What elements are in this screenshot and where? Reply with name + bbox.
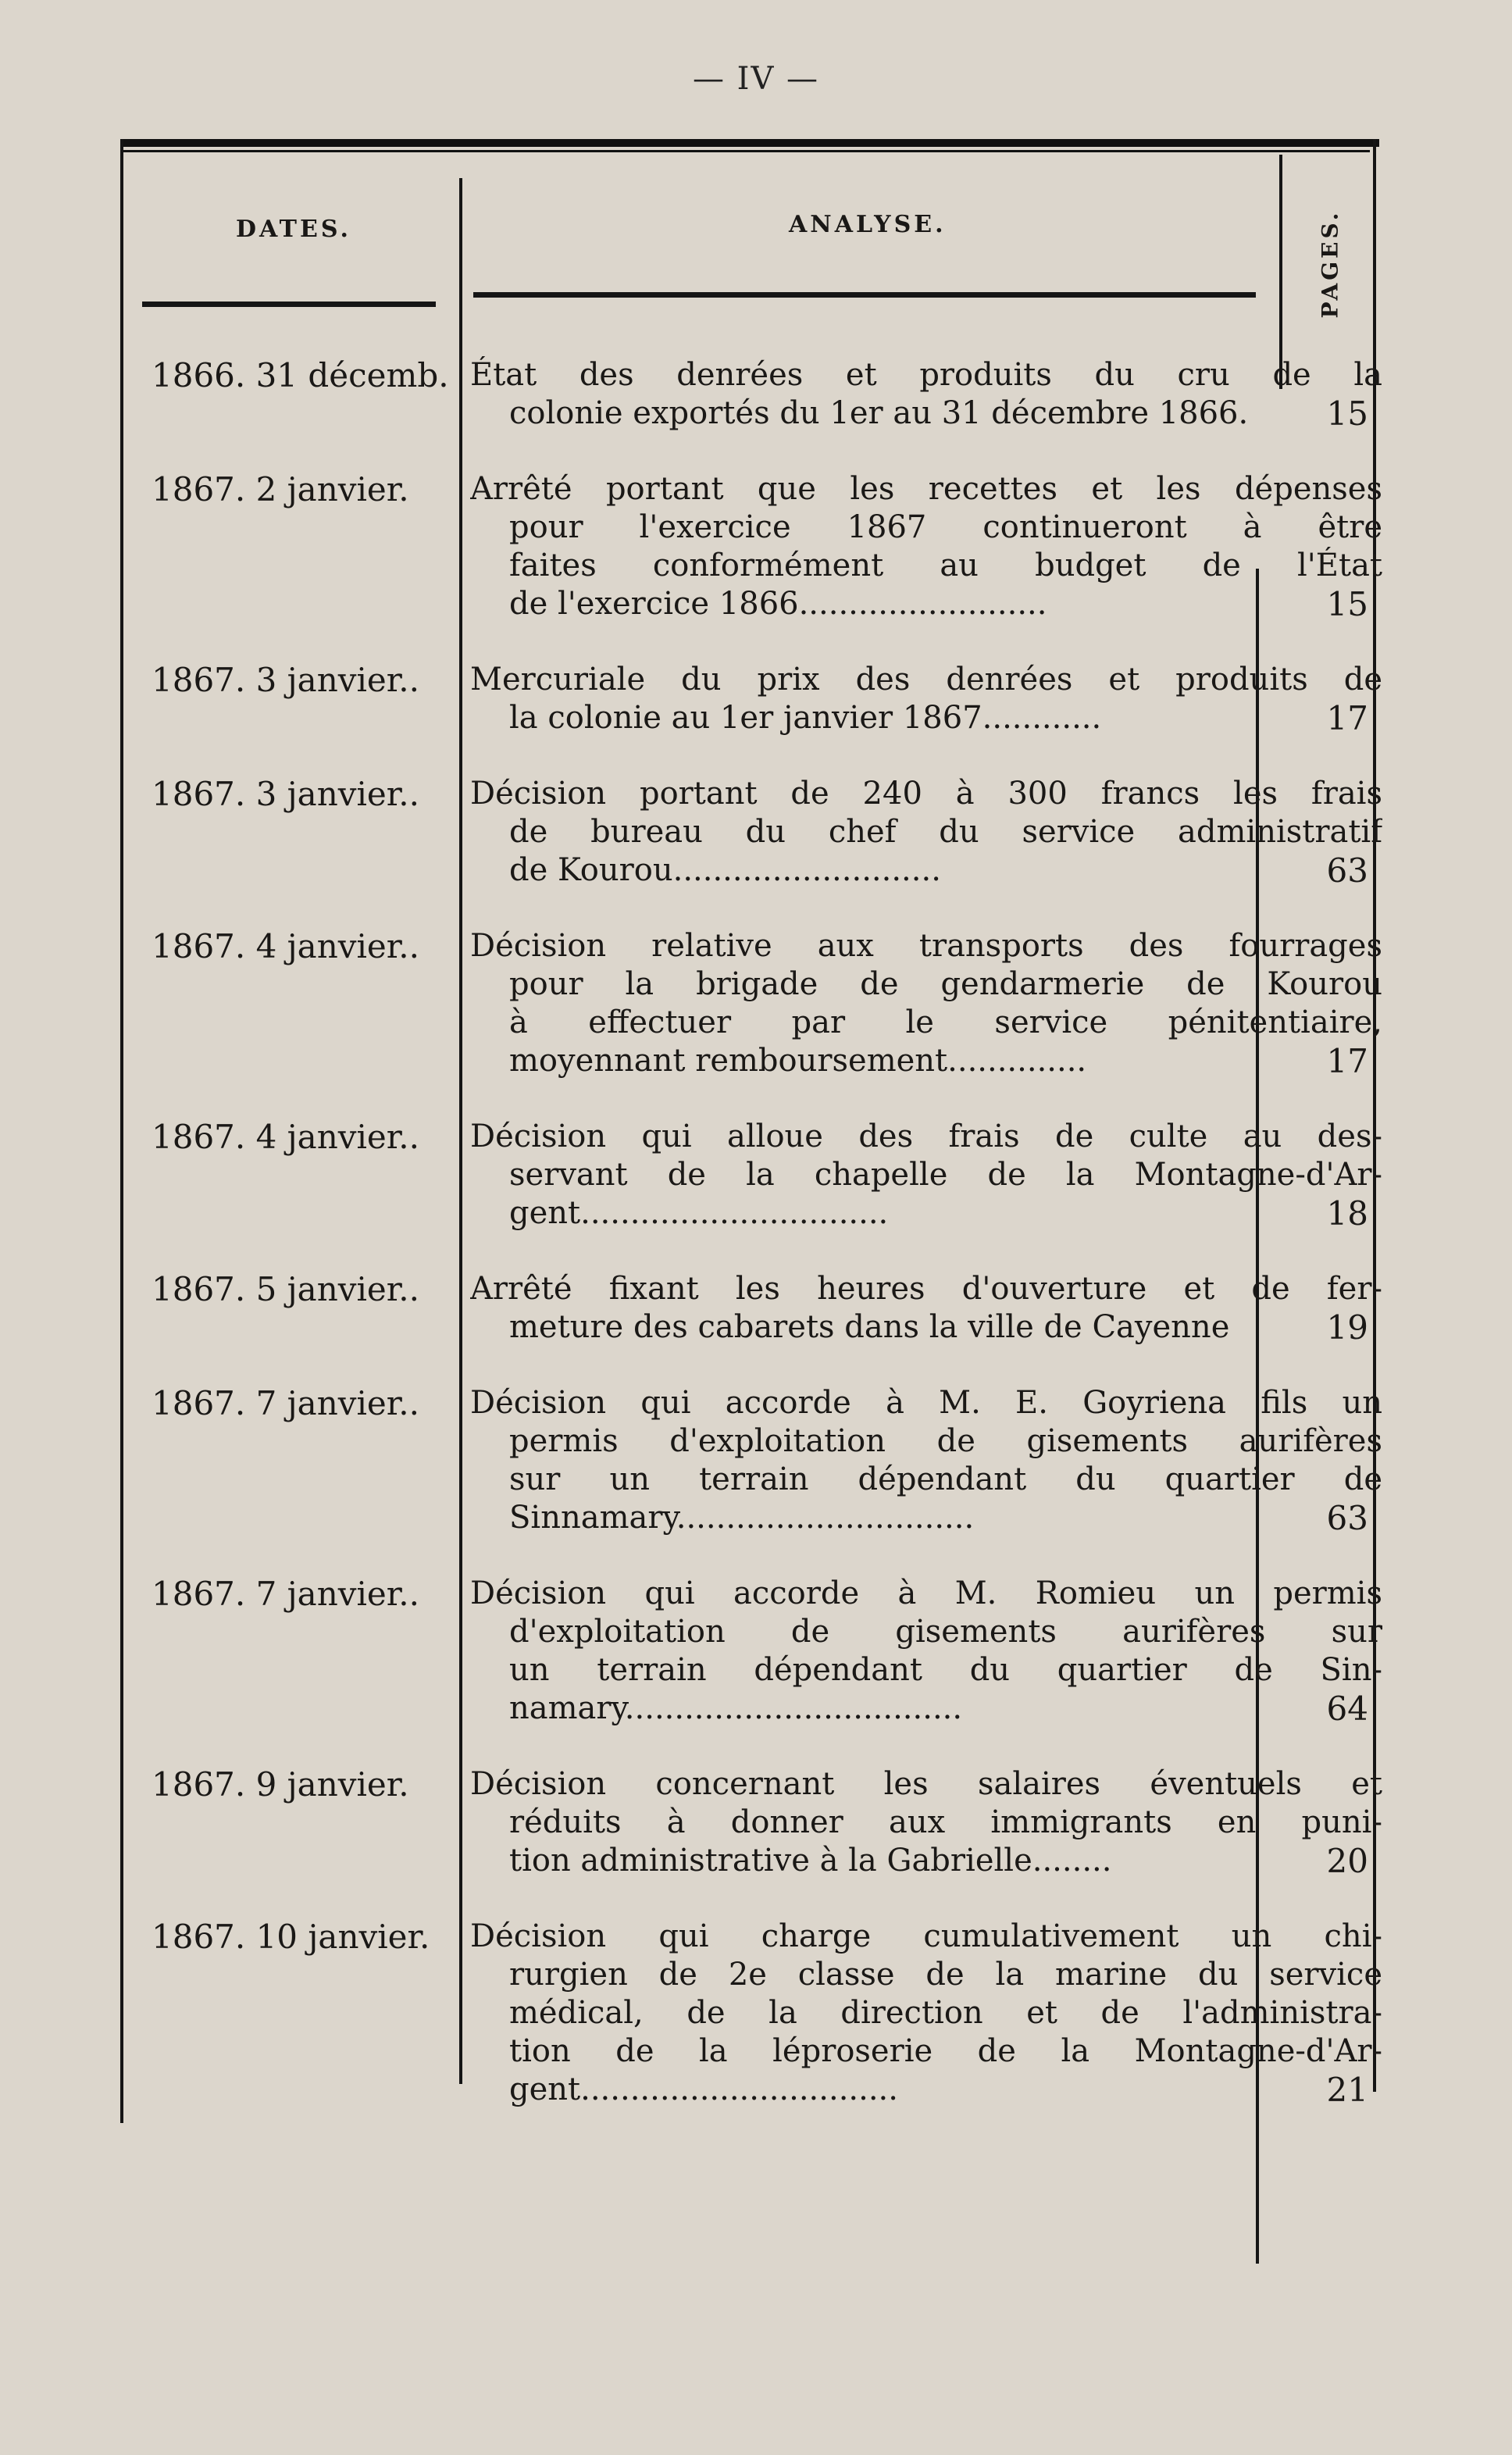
page-number: — IV — bbox=[692, 61, 820, 97]
entry-page-number: 17 bbox=[1326, 1042, 1368, 1080]
analysis-line: de Kourou........................... bbox=[509, 852, 941, 888]
analysis-line: pour la brigade de gendarmerie de Kourou bbox=[509, 966, 1382, 1002]
analysis-line: servant de la chapelle de la Montagne-d'Ar- bbox=[509, 1157, 1382, 1193]
entry-page-number: 64 bbox=[1326, 1690, 1368, 1728]
entry-date: 1867. 7 janvier.. bbox=[152, 1575, 419, 1613]
entry-page-number: 17 bbox=[1326, 699, 1368, 737]
pages-header-divider bbox=[1279, 155, 1282, 389]
entry-page-number: 63 bbox=[1326, 1499, 1368, 1537]
entry-page-number: 15 bbox=[1326, 394, 1368, 433]
entry-analysis bbox=[470, 356, 1382, 433]
entry-analysis bbox=[470, 1918, 1382, 2109]
analysis-line: Décision relative aux transports des fourrages bbox=[470, 928, 1382, 964]
entry-analysis bbox=[470, 1575, 1382, 1728]
entry-date: 1867. 7 janvier.. bbox=[152, 1384, 419, 1422]
analysis-line: tion administrative à la Gabrielle........ bbox=[509, 1843, 1112, 1879]
analysis-line: namary.................................. bbox=[509, 1690, 963, 1726]
analysis-line: d'exploitation de gisements aurifères sur bbox=[509, 1614, 1382, 1650]
analysis-line: Décision qui alloue des frais de culte au des- bbox=[470, 1119, 1382, 1154]
analysis-header-rule bbox=[473, 292, 1256, 298]
analysis-header: ANALYSE. bbox=[789, 211, 947, 238]
analysis-line: Décision concernant les salaires éventuels et bbox=[470, 1766, 1382, 1802]
entry-date: 1867. 3 janvier.. bbox=[152, 775, 419, 813]
analysis-line: Arrêté portant que les recettes et les dépenses bbox=[470, 471, 1382, 507]
dates-header: DATES. bbox=[236, 216, 351, 243]
entry-date: 1867. 4 janvier.. bbox=[152, 927, 419, 965]
analysis-line: rurgien de 2e classe de la marine du service bbox=[509, 1957, 1382, 1993]
pages-header: PAGES. bbox=[1317, 209, 1343, 319]
entry-page-number: 19 bbox=[1326, 1308, 1368, 1347]
analysis-line: pour l'exercice 1867 continueront à être bbox=[509, 509, 1382, 545]
analysis-line: permis d'exploitation de gisements aurifères bbox=[509, 1423, 1382, 1459]
entry-analysis bbox=[470, 661, 1382, 737]
entry-analysis bbox=[470, 1118, 1382, 1233]
analysis-line: un terrain dépendant du quartier de Sin- bbox=[509, 1652, 1382, 1688]
analysis-line: colonie exportés du 1er au 31 décembre 1866. bbox=[509, 395, 1249, 431]
entry-date: 1867. 5 janvier.. bbox=[152, 1270, 419, 1308]
entry-page-number: 18 bbox=[1326, 1194, 1368, 1233]
entry-page-number: 63 bbox=[1326, 851, 1368, 890]
analysis-line: réduits à donner aux immigrants en puni- bbox=[509, 1804, 1382, 1840]
table-top-rule bbox=[120, 139, 1379, 147]
analysis-line: médical, de la direction et de l'administra- bbox=[509, 1995, 1382, 2031]
entry-page-number: 15 bbox=[1326, 585, 1368, 623]
analysis-line: gent............................... bbox=[509, 1195, 889, 1231]
analysis-line: Décision qui accorde à M. Romieu un permis bbox=[470, 1575, 1382, 1611]
table-top-rule-thin bbox=[120, 150, 1370, 152]
analysis-line: Décision portant de 240 à 300 francs les frais bbox=[470, 776, 1382, 812]
entry-date: 1867. 2 janvier. bbox=[152, 470, 409, 508]
analysis-line: Décision qui accorde à M. E. Goyriena fils un bbox=[470, 1385, 1382, 1421]
analysis-line: Mercuriale du prix des denrées et produits de bbox=[470, 662, 1382, 698]
analysis-line: faites conformément au budget de l'État bbox=[509, 548, 1382, 583]
analysis-line: de l'exercice 1866......................... bbox=[509, 586, 1047, 622]
index-table bbox=[120, 139, 1382, 2123]
entry-date: 1867. 9 janvier. bbox=[152, 1765, 409, 1804]
analysis-line: Sinnamary.............................. bbox=[509, 1500, 975, 1536]
entry-analysis bbox=[470, 775, 1382, 890]
analysis-line: tion de la léproserie de la Montagne-d'Ar- bbox=[509, 2033, 1382, 2069]
entry-date: 1867. 4 janvier.. bbox=[152, 1118, 419, 1156]
entry-analysis bbox=[470, 927, 1382, 1080]
analysis-line: moyennant remboursement.............. bbox=[509, 1043, 1087, 1079]
entry-analysis bbox=[470, 1384, 1382, 1537]
entry-analysis bbox=[470, 1765, 1382, 1880]
analysis-line: Décision qui charge cumulativement un chi- bbox=[470, 1918, 1382, 1954]
entry-analysis bbox=[470, 470, 1382, 623]
dates-header-rule bbox=[142, 302, 436, 307]
pages-header-box bbox=[1295, 162, 1365, 366]
entry-date: 1867. 10 janvier. bbox=[152, 1918, 430, 1956]
entry-date: 1866. 31 décemb. bbox=[152, 356, 449, 394]
entry-analysis bbox=[470, 1270, 1382, 1347]
entry-page-number: 21 bbox=[1326, 2071, 1368, 2109]
analysis-line: Arrêté fixant les heures d'ouverture et de fer- bbox=[470, 1271, 1382, 1307]
analysis-line: meture des cabarets dans la ville de Cayenne bbox=[509, 1309, 1230, 1345]
analysis-line: sur un terrain dépendant du quartier de bbox=[509, 1461, 1382, 1497]
analysis-line: État des denrées et produits du cru de la bbox=[470, 357, 1382, 393]
analysis-line: gent................................ bbox=[509, 2071, 898, 2107]
left-border bbox=[120, 139, 123, 2123]
analysis-line: à effectuer par le service pénitentiaire, bbox=[509, 1004, 1382, 1040]
analysis-line: la colonie au 1er janvier 1867............ bbox=[509, 700, 1102, 736]
entry-page-number: 20 bbox=[1326, 1842, 1368, 1880]
entry-date: 1867. 3 janvier.. bbox=[152, 661, 419, 699]
analysis-line: de bureau du chef du service administratif bbox=[509, 814, 1382, 850]
